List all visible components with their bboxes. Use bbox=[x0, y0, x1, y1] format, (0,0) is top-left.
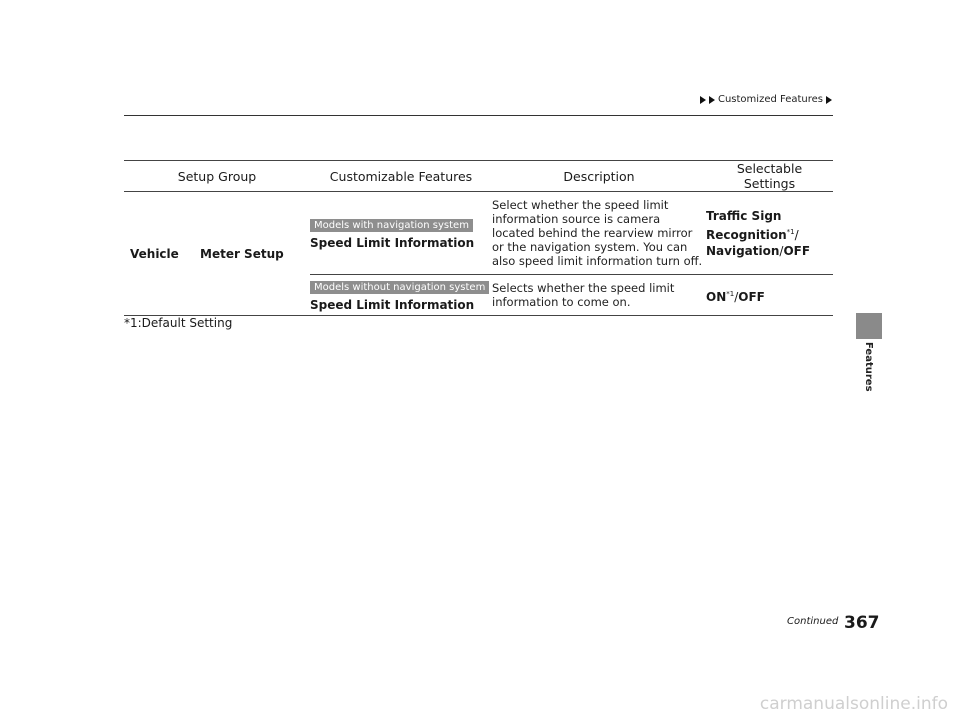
model-badge: Models without navigation system bbox=[310, 281, 489, 294]
settings-cell bbox=[706, 192, 833, 275]
feature-name: Speed Limit Information bbox=[310, 235, 475, 250]
header-description: Description bbox=[492, 161, 706, 192]
footnote: *1:Default Setting bbox=[124, 316, 233, 330]
breadcrumb bbox=[700, 94, 832, 105]
setting-separator: / bbox=[779, 243, 784, 258]
table-header-row bbox=[124, 161, 833, 192]
description-cell: Select whether the speed limit information source is camera located behind the rearview mirror or the navigation system. You can also speed limit information turn off. bbox=[492, 192, 706, 275]
footnote-marker: *1 bbox=[786, 227, 795, 236]
setting-option: ON bbox=[706, 289, 727, 304]
header-setup-group: Setup Group bbox=[124, 161, 310, 192]
header-divider bbox=[124, 115, 833, 116]
setting-option: Navigation bbox=[706, 243, 780, 258]
continued-label: Continued bbox=[787, 616, 839, 627]
feature-name: Speed Limit Information bbox=[310, 297, 475, 312]
feature-cell bbox=[310, 275, 492, 316]
watermark: carmanualsonline.info bbox=[759, 694, 948, 714]
settings-table bbox=[124, 160, 833, 316]
model-badge: Models with navigation system bbox=[310, 219, 473, 232]
breadcrumb-label: Customized Features bbox=[717, 94, 823, 105]
setup-subgroup-cell: Meter Setup bbox=[200, 192, 310, 316]
setup-group-cell: Vehicle bbox=[124, 192, 200, 316]
setting-separator: / bbox=[734, 289, 739, 304]
section-tab-marker bbox=[856, 313, 882, 339]
description-cell: Selects whether the speed limit information to come on. bbox=[492, 275, 706, 316]
arrow-icon bbox=[700, 96, 706, 104]
section-tab-label: Features bbox=[863, 342, 874, 392]
page-number: 367 bbox=[844, 613, 880, 633]
setting-option: OFF bbox=[783, 243, 811, 258]
arrow-icon bbox=[709, 96, 715, 104]
feature-cell bbox=[310, 192, 492, 275]
header-selectable-settings: Selectable Settings bbox=[706, 161, 833, 192]
table-row bbox=[124, 192, 833, 275]
arrow-icon bbox=[826, 96, 832, 104]
header-customizable-features: Customizable Features bbox=[310, 161, 492, 192]
setting-option: Traffic Sign Recognition bbox=[706, 208, 787, 242]
settings-cell bbox=[706, 275, 833, 316]
setting-separator: / bbox=[794, 227, 799, 242]
footnote-marker: *1 bbox=[726, 289, 735, 298]
setting-option: OFF bbox=[738, 289, 765, 304]
